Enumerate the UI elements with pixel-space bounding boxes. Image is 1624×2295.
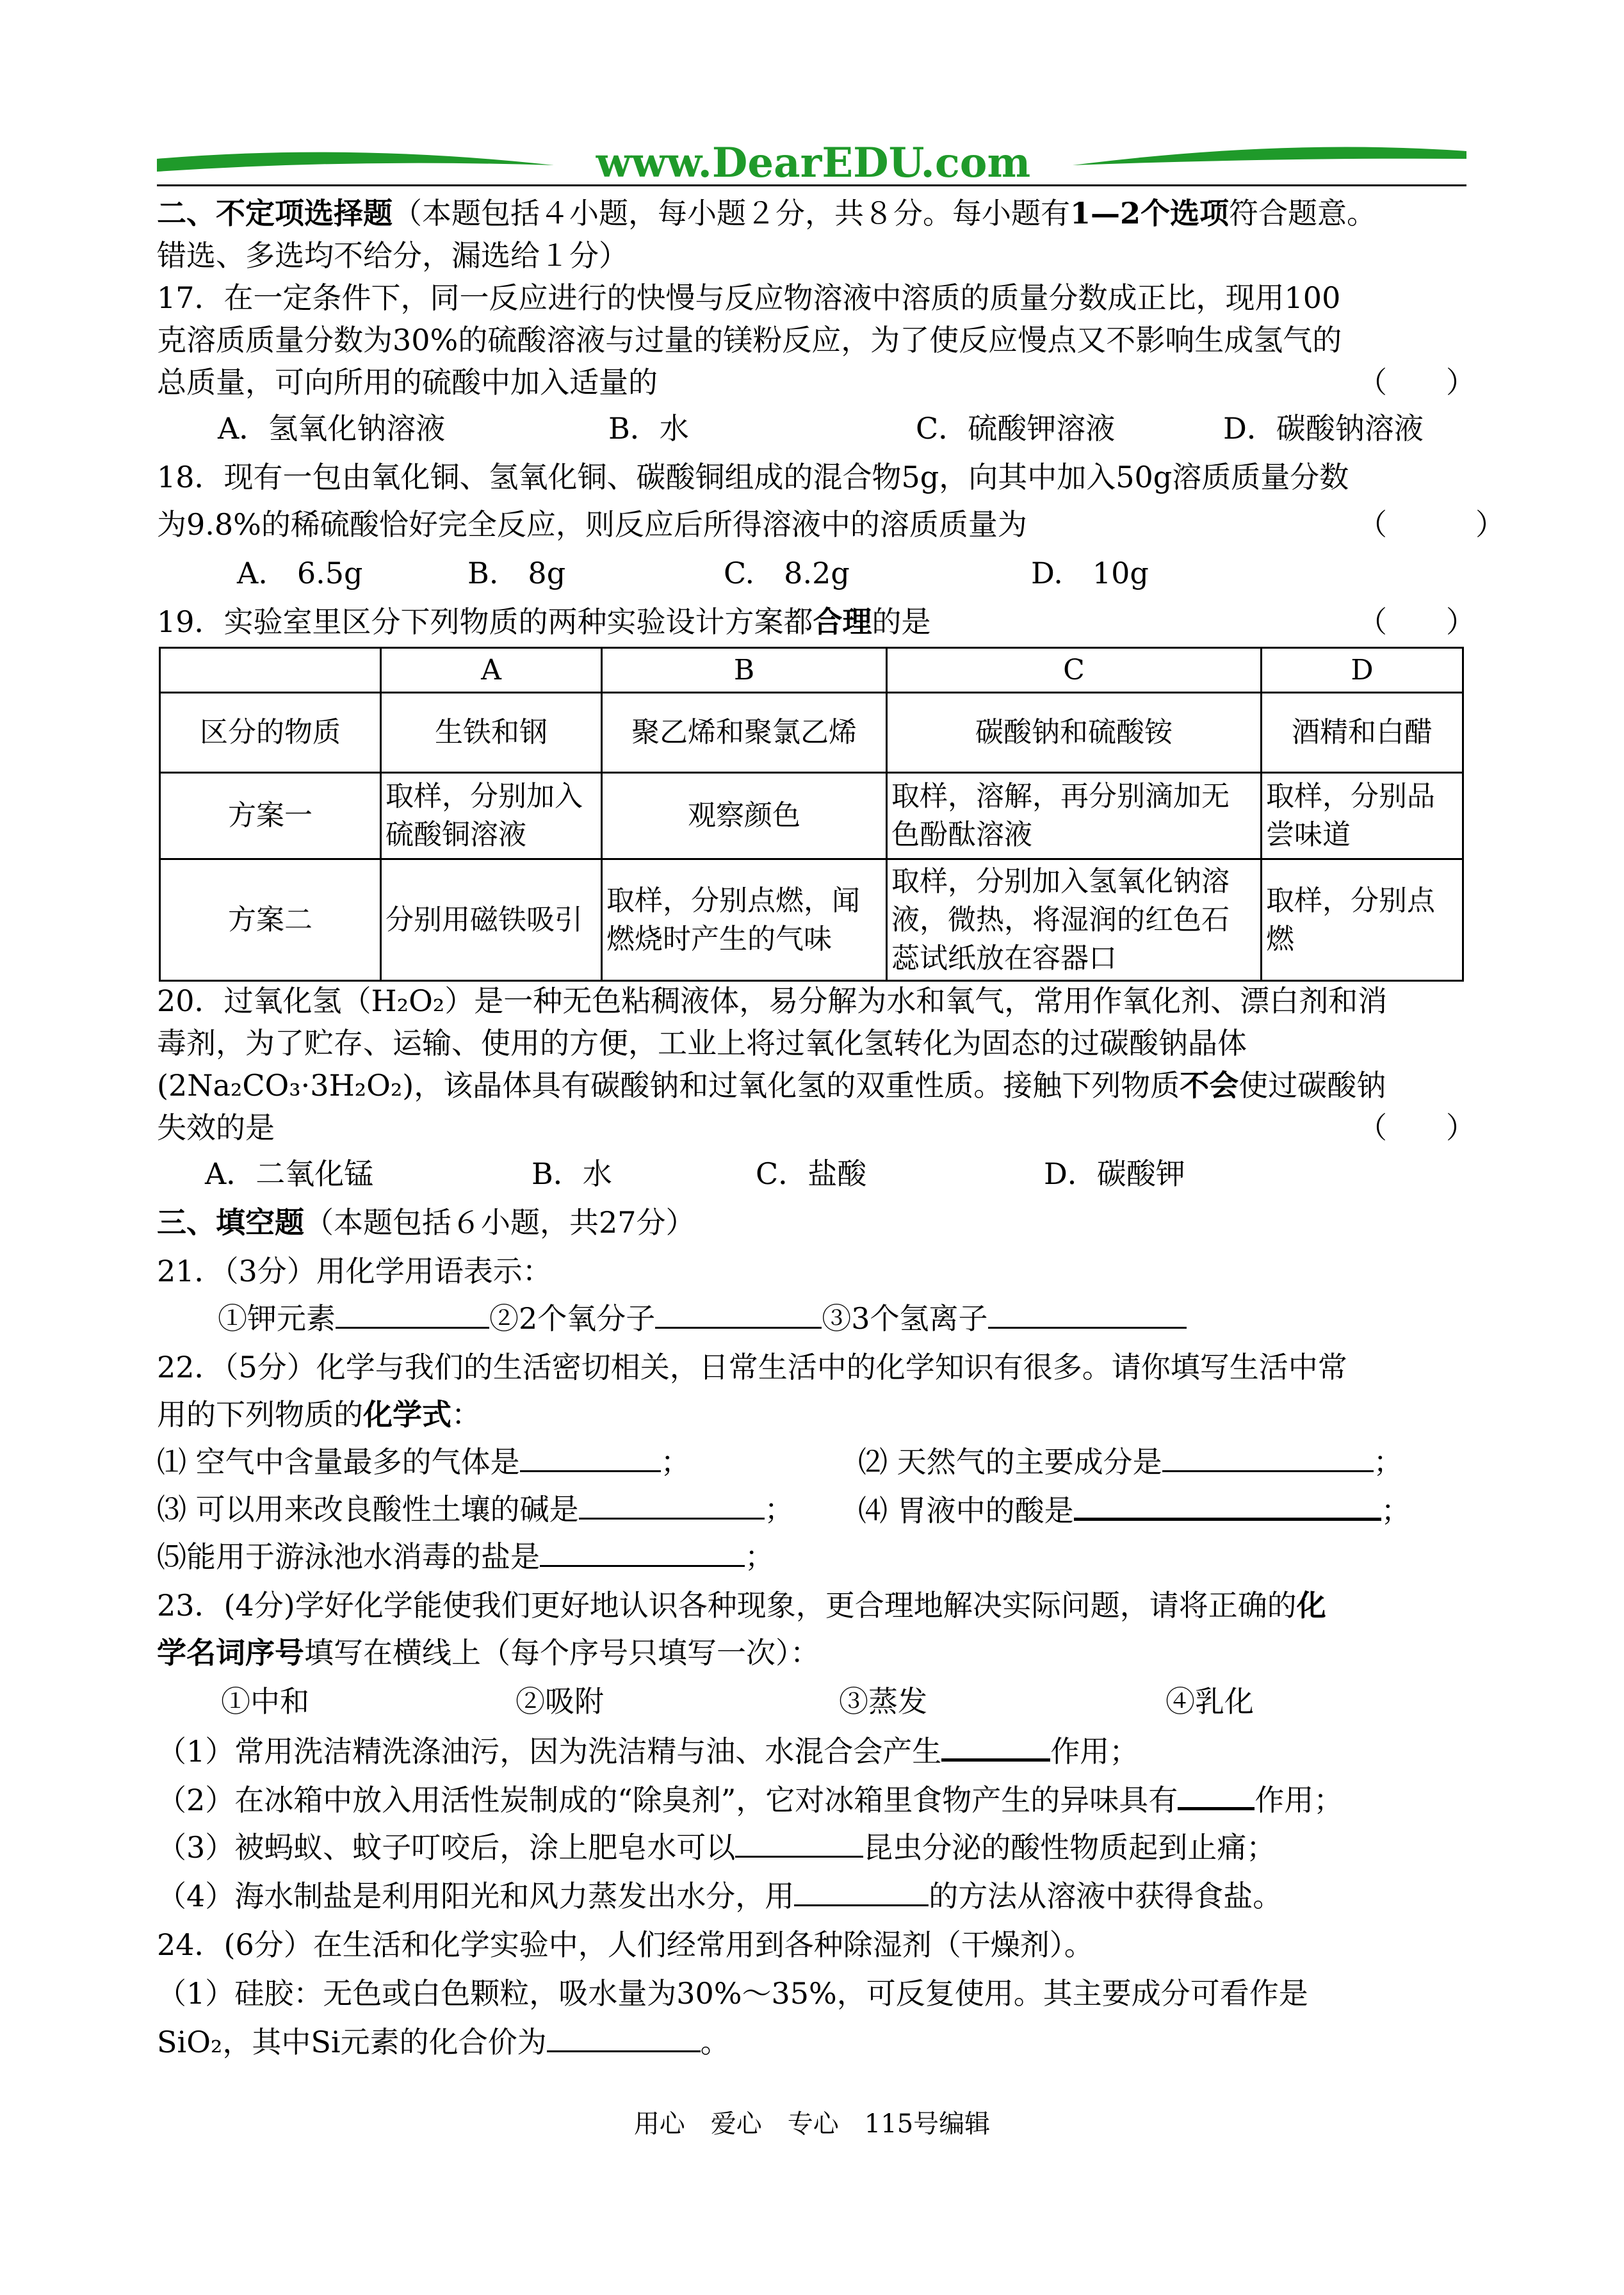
- answer-blank[interactable]: [540, 1536, 745, 1567]
- q22-item2: ⑵ 天然气的主要成分是 ；: [858, 1441, 1403, 1483]
- answer-blank[interactable]: [520, 1441, 661, 1472]
- q17-answer-paren: （ ）: [1358, 365, 1475, 400]
- dearedu-logo: [157, 140, 1466, 184]
- table-cell: 取样，分别品尝味道: [1262, 773, 1463, 859]
- table-cell: 方案二: [160, 859, 381, 981]
- q19-stem: 19．实验室里区分下列物质的两种实验设计方案都合理的是: [157, 604, 931, 639]
- q22-item4: ⑷ 胃液中的酸是 ；: [858, 1488, 1411, 1532]
- answer-blank[interactable]: [1074, 1488, 1381, 1521]
- table-cell: 观察颜色: [602, 773, 887, 859]
- q22-line2: 用的下列物质的化学式：: [157, 1397, 481, 1432]
- q23-line1: 23．(4分)学好化学能使我们更好地认识各种现象，更合理地解决实际问题，请将正确的化: [157, 1588, 1326, 1623]
- table-cell: 碳酸钠和硫酸铵: [887, 693, 1262, 773]
- table-cell: 酒精和白醋: [1262, 693, 1463, 773]
- section2-desc: 错选、多选均不给分，漏选给１分）: [157, 238, 628, 273]
- q23-sub1: （1）常用洗洁精洗涤油污，因为洗洁精与油、水混合会产生 作用；: [157, 1729, 1139, 1772]
- q18-line1: 18．现有一包由氧化铜、氢氧化铜、碳酸铜组成的混合物5g，向其中加入50g溶质质量分数: [157, 460, 1349, 494]
- answer-blank[interactable]: [1162, 1441, 1374, 1472]
- q18-answer-paren: （ ）: [1358, 507, 1505, 542]
- q18-option-a: A. 6.5g: [237, 556, 363, 590]
- table-cell: 取样，溶解，再分别滴加无色酚酞溶液: [887, 773, 1262, 859]
- table-cell: 分别用磁铁吸引: [381, 859, 602, 981]
- answer-blank[interactable]: [579, 1488, 765, 1520]
- table-cell: 取样，分别点燃，闻燃烧时产生的气味: [602, 859, 887, 981]
- answer-blank[interactable]: [941, 1729, 1050, 1762]
- q23-line2: 学名词序号填写在横线上（每个序号只填写一次）：: [157, 1635, 820, 1670]
- table-header-a: A: [381, 648, 602, 693]
- q20-option-c: C．盐酸: [756, 1156, 867, 1191]
- q18-option-c: C. 8.2g: [724, 556, 850, 590]
- q23-option-1: ①中和: [221, 1684, 309, 1719]
- table-header-c: C: [887, 648, 1262, 693]
- answer-blank[interactable]: [988, 1297, 1187, 1329]
- table-header-row: [160, 648, 1463, 693]
- q17-option-c: C．硫酸钾溶液: [916, 411, 1116, 446]
- q17-line1: 17．在一定条件下，同一反应进行的快慢与反应物溶液中溶质的质量分数成正比，现用100: [157, 280, 1341, 315]
- q18-line2: 为9.8%的稀硫酸恰好完全反应，则反应后所得溶液中的溶质质量为: [157, 507, 1027, 542]
- table-cell: 聚乙烯和聚氯乙烯: [602, 693, 887, 773]
- q17-option-d: D．碳酸钠溶液: [1223, 411, 1424, 446]
- q21-stem: 21．（3分）用化学用语表示：: [157, 1254, 552, 1288]
- table-cell: 生铁和钢: [381, 693, 602, 773]
- q22-item5: ⑸能用于游泳池水消毒的盐是 ；: [157, 1536, 774, 1578]
- q23-option-2: ②吸附: [516, 1684, 604, 1719]
- q24-line1: 24．(6分）在生活和化学实验中，人们经常用到各种除湿剂（干燥剂）。: [157, 1927, 1094, 1962]
- table-cell: 方案一: [160, 773, 381, 859]
- answer-blank[interactable]: [547, 2021, 701, 2052]
- table-row: [160, 773, 1463, 859]
- q20-line3: (2Na₂CO₃·3H₂O₂)，该晶体具有碳酸钠和过氧化氢的双重性质。接触下列物质不会使过碳酸钠: [157, 1068, 1386, 1103]
- q17-line2: 克溶质质量分数为30%的硫酸溶液与过量的镁粉反应，为了使反应慢点又不影响生成氢气的: [157, 323, 1342, 357]
- answer-blank[interactable]: [655, 1297, 822, 1329]
- table-cell: 取样，分别点燃: [1262, 859, 1463, 981]
- answer-blank[interactable]: [794, 1875, 929, 1906]
- answer-blank[interactable]: [735, 1826, 863, 1858]
- table-cell: 取样，分别加入氢氧化钠溶液，微热，将湿润的红色石蕊试纸放在容器口: [887, 859, 1262, 981]
- page-footer: 用心 爱心 专心 115号编辑: [633, 2109, 991, 2139]
- logo-text: www.DearEDU.com: [596, 140, 1031, 184]
- table-cell: [160, 648, 381, 693]
- q20-line2: 毒剂，为了贮存、运输、使用的方便，工业上将过氧化氢转化为固态的过碳酸钠晶体: [157, 1026, 1247, 1060]
- q20-option-a: A．二氧化锰: [205, 1156, 374, 1191]
- table-cell: 区分的物质: [160, 693, 381, 773]
- q20-line1: 20．过氧化氢（H₂O₂）是一种无色粘稠液体，易分解为水和氧气，常用作氧化剂、漂白剂和消: [157, 984, 1388, 1018]
- section3-heading: 三、填空题（本题包括６小题，共27分）: [157, 1205, 695, 1240]
- q20-option-d: D．碳酸钾: [1044, 1156, 1185, 1191]
- q17-line3: 总质量，可向所用的硫酸中加入适量的: [157, 365, 658, 400]
- q17-option-a: A．氢氧化钠溶液: [218, 411, 446, 446]
- q24-line2: （1）硅胶：无色或白色颗粒，吸水量为30%～35%，可反复使用。其主要成分可看作是: [157, 1976, 1308, 2011]
- answer-blank[interactable]: [336, 1297, 489, 1329]
- q22-line1: 22．（5分）化学与我们的生活密切相关，日常生活中的化学知识有很多。请你填写生活中常: [157, 1350, 1347, 1384]
- q24-line3: SiO₂，其中Si元素的化合价为 。: [157, 2021, 730, 2063]
- q23-option-3: ③蒸发: [839, 1684, 927, 1719]
- q20-option-b: B．水: [532, 1156, 612, 1191]
- header-rule: [157, 184, 1466, 186]
- q23-option-4: ④乳化: [1165, 1684, 1254, 1719]
- q17-option-b: B．水: [608, 411, 689, 446]
- q18-option-d: D. 10g: [1031, 556, 1149, 590]
- table-header-d: D: [1262, 648, 1463, 693]
- table-row: [160, 693, 1463, 773]
- table-cell: 取样，分别加入硫酸铜溶液: [381, 773, 602, 859]
- q23-sub3: （3）被蚂蚁、蚊子叮咬后，涂上肥皂水可以 昆虫分泌的酸性物质起到止痛；: [157, 1826, 1276, 1869]
- q19-answer-paren: （ ）: [1358, 604, 1475, 639]
- q23-sub2: （2）在冰箱中放入用活性炭制成的“除臭剂”，它对冰箱里食物产生的异味具有 作用；: [157, 1778, 1343, 1821]
- table-row: [160, 859, 1463, 981]
- q23-sub4: （4）海水制盐是利用阳光和风力蒸发出水分，用 的方法从溶液中获得食盐。: [157, 1875, 1282, 1917]
- q22-item1: ⑴ 空气中含量最多的气体是 ；: [157, 1441, 690, 1483]
- section2-heading: 二、不定项选择题（本题包括４小题，每小题２分，共８分。每小题有1—2个选项符合题意。: [157, 196, 1377, 231]
- q20-answer-paren: （ ）: [1358, 1110, 1475, 1145]
- q22-item3: ⑶ 可以用来改良酸性土壤的碱是 ；: [157, 1488, 794, 1530]
- q21-items: ①钾元素 ②2个氧分子 ③3个氢离子: [218, 1297, 1187, 1340]
- q20-line4: 失效的是: [157, 1110, 275, 1145]
- q18-option-b: B. 8g: [467, 556, 566, 590]
- table-header-b: B: [602, 648, 887, 693]
- answer-blank[interactable]: [1178, 1778, 1255, 1810]
- q19-table: [159, 647, 1464, 982]
